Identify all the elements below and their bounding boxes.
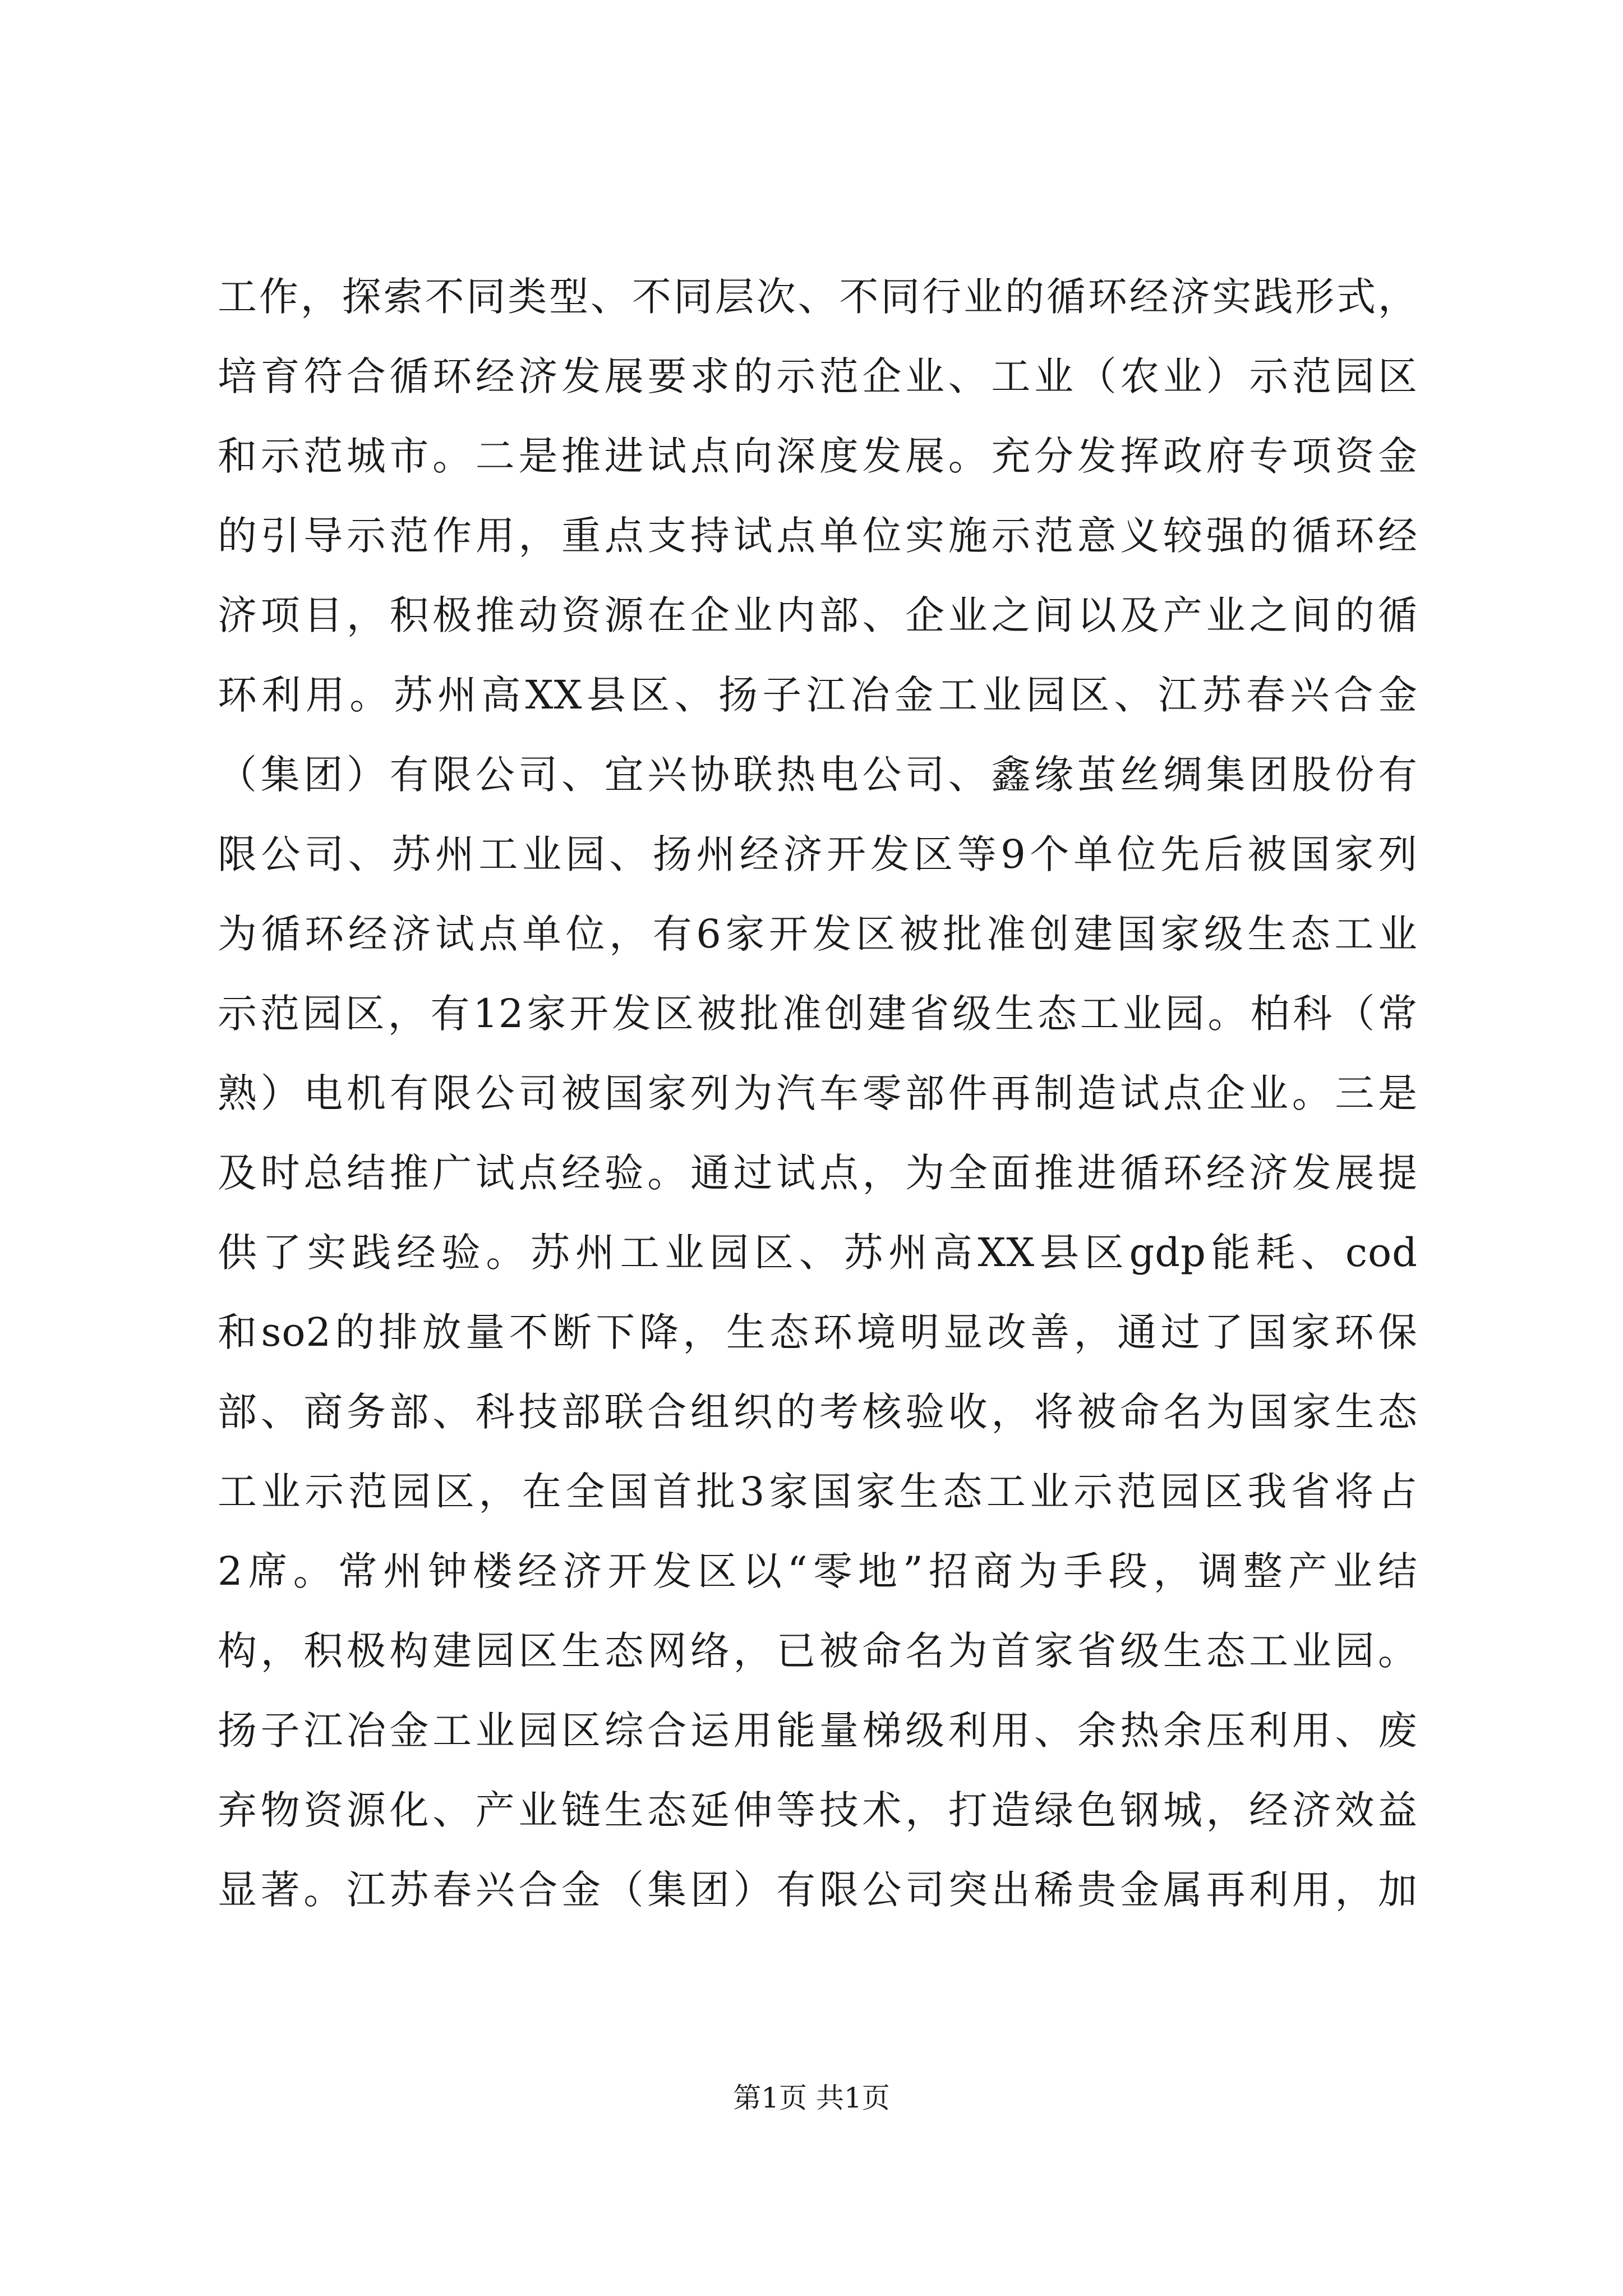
text-line: 和so2的排放量不断下降，生态环境明显改善，通过了国家环保 xyxy=(218,1309,1418,1355)
text-line: 扬子江冶金工业园区综合运用能量梯级利用、余热余压利用、废 xyxy=(218,1708,1418,1754)
body-text xyxy=(218,257,1418,1930)
text-line: 示范园区，有12家开发区被批准创建省级生态工业园。柏科（常 xyxy=(218,991,1418,1037)
text-line: 工业示范园区，在全国首批3家国家生态工业示范园区我省将占 xyxy=(218,1469,1418,1515)
text-line: 为循环经济试点单位，有6家开发区被批准创建国家级生态工业 xyxy=(218,911,1418,957)
text-line: 显著。江苏春兴合金（集团）有限公司突出稀贵金属再利用，加 xyxy=(218,1867,1418,1913)
text-line: 限公司、苏州工业园、扬州经济开发区等9个单位先后被国家列 xyxy=(218,831,1418,877)
text-line: 构，积极构建园区生态网络，已被命名为首家省级生态工业园。 xyxy=(218,1628,1418,1674)
text-line: （集团）有限公司、宜兴协联热电公司、鑫缘茧丝绸集团股份有 xyxy=(218,752,1418,798)
text-line: 熟）电机有限公司被国家列为汽车零部件再制造试点企业。三是 xyxy=(218,1070,1418,1116)
text-line: 环利用。苏州高XX县区、扬子江冶金工业园区、江苏春兴合金 xyxy=(218,672,1418,718)
text-line: 培育符合循环经济发展要求的示范企业、工业（农业）示范园区 xyxy=(218,353,1418,399)
text-line: 工作，探索不同类型、不同层次、不同行业的循环经济实践形式， xyxy=(218,274,1418,320)
text-line: 供了实践经验。苏州工业园区、苏州高XX县区gdp能耗、cod xyxy=(218,1230,1418,1276)
text-line: 2席。常州钟楼经济开发区以“零地”招商为手段，调整产业结 xyxy=(218,1548,1418,1594)
text-line: 济项目，积极推动资源在企业内部、企业之间以及产业之间的循 xyxy=(218,592,1418,638)
text-line: 部、商务部、科技部联合组织的考核验收，将被命名为国家生态 xyxy=(218,1389,1418,1435)
text-line: 弃物资源化、产业链生态延伸等技术，打造绿色钢城，经济效益 xyxy=(218,1787,1418,1833)
text-line: 及时总结推广试点经验。通过试点，为全面推进循环经济发展提 xyxy=(218,1150,1418,1196)
text-line: 的引导示范作用，重点支持试点单位实施示范意义较强的循环经 xyxy=(218,513,1418,559)
text-line: 和示范城市。二是推进试点向深度发展。充分发挥政府专项资金 xyxy=(218,433,1418,479)
page-footer: 第1页 共1页 xyxy=(733,2082,890,2114)
